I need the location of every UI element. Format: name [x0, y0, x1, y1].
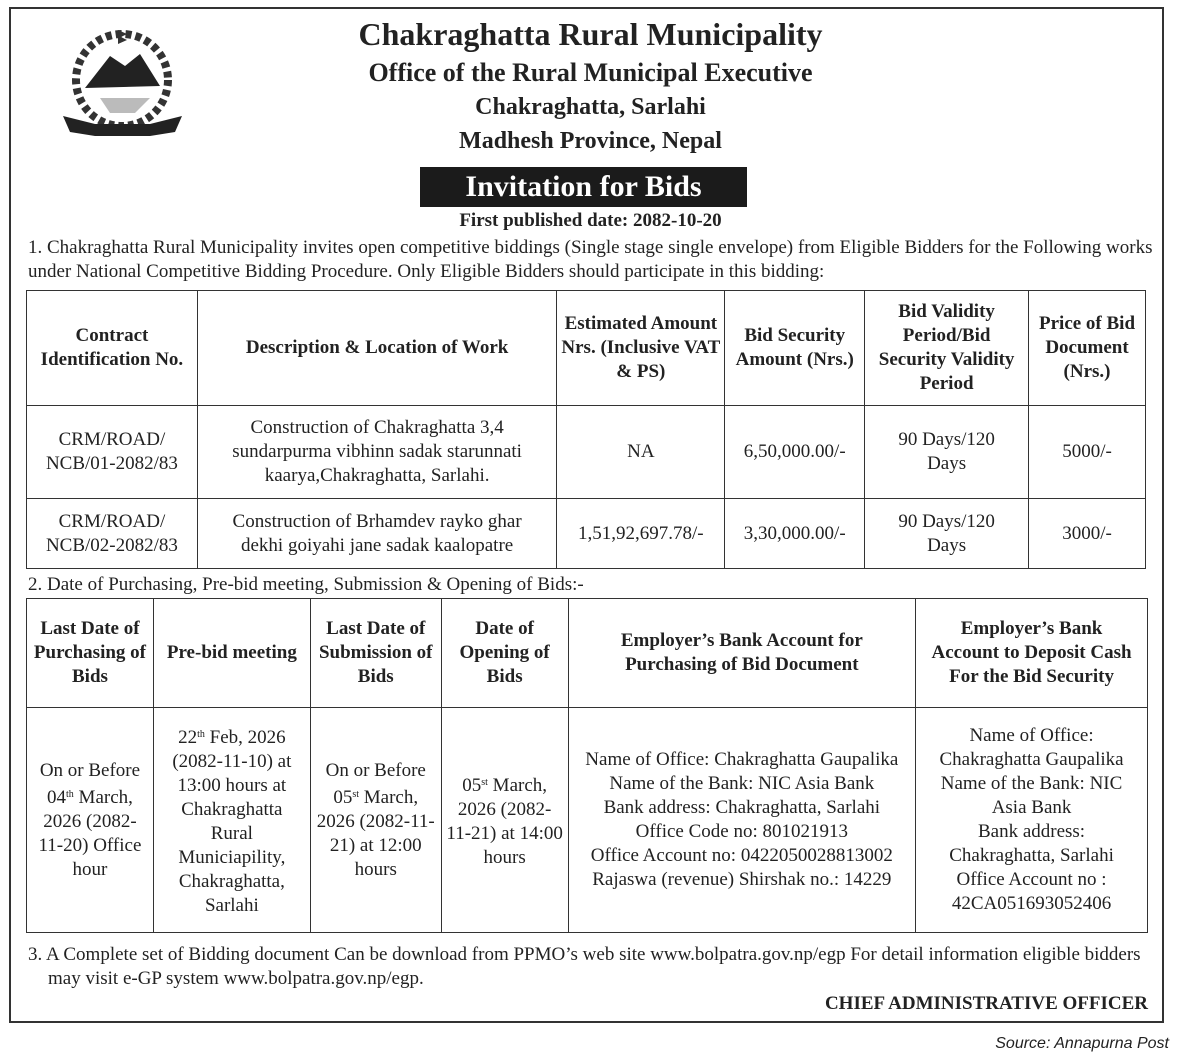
municipality-name: Chakraghatta Rural Municipality	[358, 16, 823, 52]
cell-text: 05	[333, 786, 353, 808]
cell-line: Name of the Bank: NIC Asia Bank	[609, 773, 875, 794]
ordinal-suffix: th	[66, 788, 74, 800]
col-header: Last Date of Submission of Bids	[310, 599, 441, 708]
ordinal-suffix: st	[352, 788, 360, 800]
bid-validity: 90 Days/120 Days	[865, 406, 1029, 499]
col-header: Date of Opening of Bids	[441, 599, 568, 708]
cell-text: March, 2026 (2082-11-21) at 14:00 hours	[446, 774, 563, 868]
bid-security: 6,50,000.00/-	[725, 406, 865, 499]
cell-text: 05	[462, 774, 482, 796]
table-row	[27, 406, 1146, 499]
col-header: Price of Bid Document (Nrs.)	[1029, 291, 1146, 406]
signature-title: CHIEF ADMINISTRATIVE OFFICER	[824, 993, 1148, 1014]
col-header: Estimated Amount Nrs. (Inclusive VAT & PS)	[557, 291, 725, 406]
col-header: Last Date of Purchasing of Bids	[27, 599, 154, 708]
cell-line: Office Account no: 0422050028813002	[590, 845, 893, 866]
cell-text: Feb, 2026 (2082-11-10) at 13:00 hours at Chakraghatta Rural Municiapility, Chakraghatta, Sarlahi	[172, 726, 292, 916]
opening-date	[441, 708, 568, 933]
section2-text: 2. Date of Purchasing, Pre-bid meeting, Submission & Opening of Bids:-	[28, 574, 584, 595]
col-header: Bid Validity Period/Bid Security Validity Period	[865, 291, 1029, 406]
contract-id: CRM/ROAD/ NCB/02-2082/83	[27, 499, 198, 569]
cell-text: 04	[47, 786, 67, 808]
table-row	[27, 708, 1148, 933]
prebid-meeting	[153, 708, 310, 933]
cell-text: March, 2026 (2082-11-20) Office hour	[38, 786, 142, 880]
col-header: Pre-bid meeting	[153, 599, 310, 708]
office-location: Chakraghatta, Sarlahi	[475, 94, 706, 120]
schedule-table	[26, 598, 1148, 933]
work-description: Construction of Chakraghatta 3,4 sundarpurma vibhinn sadak starunnati kaarya,Chakraghatta, Sarlahi.	[197, 406, 557, 499]
cell-line: Office Account no : 42CA051693052406	[951, 869, 1112, 914]
bank-account-purchase	[568, 708, 916, 933]
estimated-amount: 1,51,92,697.78/-	[557, 499, 725, 569]
cell-text: On or Before	[39, 759, 141, 781]
col-header: Employer’s Bank Account to Deposit Cash For the Bid Security	[916, 599, 1148, 708]
title-banner: Invitation for Bids	[420, 167, 747, 207]
table-header-row	[27, 599, 1148, 708]
cell-line: Bank address: Chakraghatta, Sarlahi	[603, 797, 881, 818]
province: Madhesh Province, Nepal	[459, 128, 722, 154]
document-price: 5000/-	[1029, 406, 1146, 499]
cell-text: March, 2026 (2082-11-21) at 12:00 hours	[316, 786, 435, 880]
cell-line: Office Code no: 801021913	[635, 821, 848, 842]
cell-line: Bank address: Chakraghatta, Sarlahi	[949, 821, 1114, 866]
document-price: 3000/-	[1029, 499, 1146, 569]
col-header: Employer’s Bank Account for Purchasing of Bid Document	[568, 599, 916, 708]
last-purchase-date	[27, 708, 154, 933]
office-name: Office of the Rural Municipal Executive	[368, 58, 813, 87]
cell-text: 22	[178, 726, 198, 748]
cell-line: Name of the Bank: NIC Asia Bank	[940, 773, 1123, 818]
col-header: Description & Location of Work	[197, 291, 557, 406]
submission-date	[310, 708, 441, 933]
section1-text: 1. Chakraghatta Rural Municipality invites open competitive biddings (Single stage single envelope) from Eligible Bidders for the Following works under National Competitive Bidding Procedure. Only Eligible Bidders should participate in this bidding:	[28, 237, 1153, 282]
works-table	[26, 290, 1146, 569]
contract-id: CRM/ROAD/ NCB/01-2082/83	[27, 406, 198, 499]
published-date: First published date: 2082-10-20	[459, 210, 722, 231]
col-header: Bid Security Amount (Nrs.)	[725, 291, 865, 406]
ordinal-suffix: st	[481, 776, 488, 788]
work-description: Construction of Brhamdev rayko ghar dekhi goiyahi jane sadak kaalopatre	[197, 499, 557, 569]
cell-text: On or Before	[325, 759, 426, 781]
table-header-row	[27, 291, 1146, 406]
estimated-amount: NA	[557, 406, 725, 499]
ordinal-suffix: th	[197, 728, 205, 740]
cell-line: Name of Office: Chakraghatta Gaupalika	[585, 749, 899, 770]
bid-validity: 90 Days/120 Days	[865, 499, 1029, 569]
source-credit: Source: Annapurna Post	[995, 1035, 1169, 1052]
table-row	[27, 499, 1146, 569]
cell-line: Rajaswa (revenue) Shirshak no.: 14229	[592, 869, 892, 890]
bank-account-security	[916, 708, 1148, 933]
section3-text: 3. A Complete set of Bidding document Can be download from PPMO’s web site www.bolpatra.gov.np/egp For detail information eligible bidders may visit e-GP system www.bolpatra.gov.np/egp.	[28, 944, 1141, 989]
cell-line: Name of Office: Chakraghatta Gaupalika	[939, 725, 1124, 770]
col-header: Contract Identification No.	[27, 291, 198, 406]
bid-security: 3,30,000.00/-	[725, 499, 865, 569]
